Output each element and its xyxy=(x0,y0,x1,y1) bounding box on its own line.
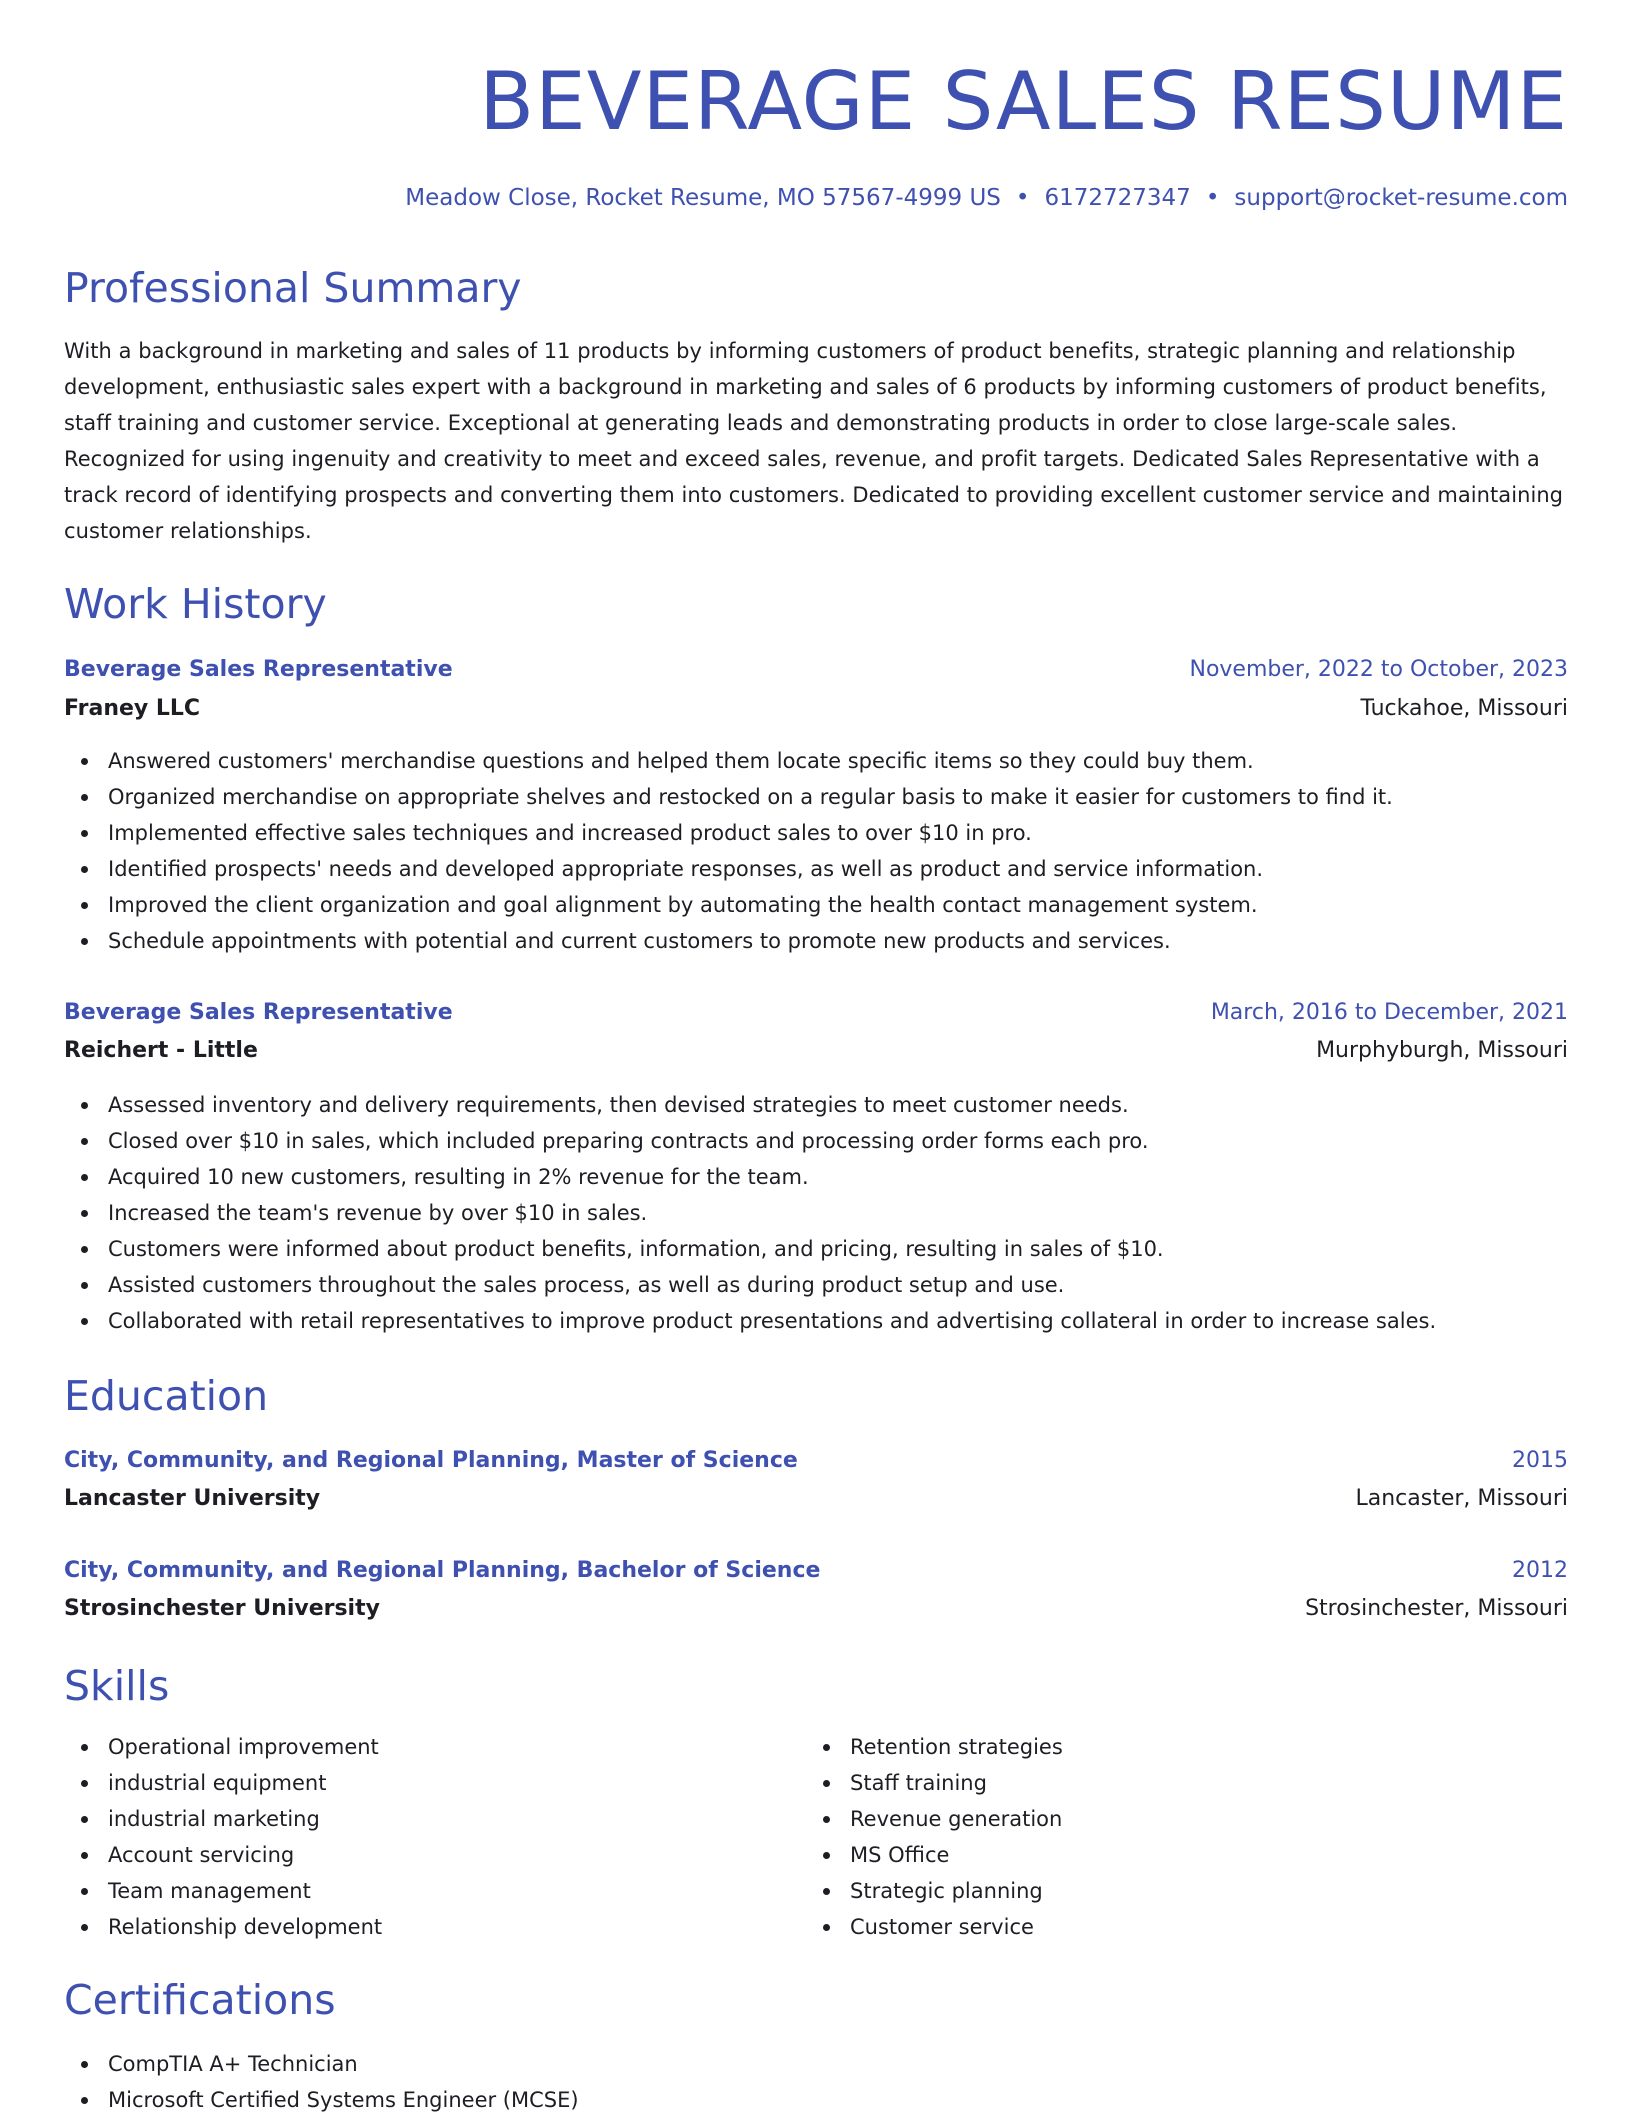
skill-item: Strategic planning xyxy=(806,1873,1063,1909)
skill-item: MS Office xyxy=(806,1837,1063,1873)
list-item: Closed over $10 in sales, which included preparing contracts and processing order forms each pro. xyxy=(64,1123,1436,1159)
resume-title: BEVERAGE SALES RESUME xyxy=(479,55,1568,148)
education-subheader xyxy=(64,1592,1568,1626)
skill-item: industrial marketing xyxy=(64,1801,382,1837)
section-title-certifications: Certifications xyxy=(64,1976,336,2024)
section-title-education: Education xyxy=(64,1372,269,1420)
job-company: Reichert - Little xyxy=(64,1038,258,1063)
skills-list-right xyxy=(806,1729,1063,1945)
education-header xyxy=(64,1554,1568,1588)
job-bullets xyxy=(64,1087,1436,1339)
list-item: Identified prospects' needs and developed appropriate responses, as well as product and service information. xyxy=(64,851,1393,887)
job-header xyxy=(64,653,1568,687)
section-title-summary: Professional Summary xyxy=(64,264,522,312)
list-item: Improved the client organization and goal alignment by automating the health contact management system. xyxy=(64,887,1393,923)
job-subheader xyxy=(64,692,1568,726)
summary-text: With a background in marketing and sales of 11 products by informing customers of product benefits, strategic planning and relationship development, enthusiastic sales expert with a background in marketing and sales of 6 products by informing customers of product benefits, staff training and customer service. Exceptional at generating leads and demonstrating products in order to close large-scale sales. Recognized for using ingenuity and creativity to meet and exceed sales, revenue, and profit targets. Dedicated Sales Representative with a track record of identifying prospects and converting them into customers. Dedicated to providing excellent customer service and maintaining customer relationships. xyxy=(64,339,1564,543)
job-dates: March, 2016 to December, 2021 xyxy=(1210,1000,1568,1025)
education-header xyxy=(64,1444,1568,1478)
list-item: Collaborated with retail representatives to improve product presentations and advertising collateral in order to increase sales. xyxy=(64,1303,1436,1339)
job-subheader xyxy=(64,1034,1568,1068)
skill-item: Customer service xyxy=(806,1909,1063,1945)
education-year: 2015 xyxy=(1512,1448,1568,1473)
skill-item: Retention strategies xyxy=(806,1729,1063,1765)
job-dates: November, 2022 to October, 2023 xyxy=(1189,657,1568,682)
education-degree: City, Community, and Regional Planning, Bachelor of Science xyxy=(64,1558,821,1583)
list-item: Assessed inventory and delivery requirements, then devised strategies to meet customer needs. xyxy=(64,1087,1436,1123)
skill-item: Team management xyxy=(64,1873,382,1909)
certifications-list xyxy=(64,2046,579,2118)
job-location: Murphyburgh, Missouri xyxy=(1316,1038,1568,1063)
skill-item: Account servicing xyxy=(64,1837,382,1873)
section-title-work-history: Work History xyxy=(64,580,327,628)
job-bullets xyxy=(64,743,1393,959)
job-location: Tuckahoe, Missouri xyxy=(1360,696,1568,721)
job-title: Beverage Sales Representative xyxy=(64,657,453,682)
list-item: Customers were informed about product benefits, information, and pricing, resulting in sales of $10. xyxy=(64,1231,1436,1267)
education-degree: City, Community, and Regional Planning, Master of Science xyxy=(64,1448,798,1473)
list-item: Assisted customers throughout the sales process, as well as during product setup and use. xyxy=(64,1267,1436,1303)
education-subheader xyxy=(64,1482,1568,1516)
section-title-skills: Skills xyxy=(64,1662,170,1710)
skill-item: industrial equipment xyxy=(64,1765,382,1801)
list-item: Organized merchandise on appropriate shelves and restocked on a regular basis to make it easier for customers to find it. xyxy=(64,779,1393,815)
contact-phone: 6172727347 xyxy=(1044,185,1191,211)
contact-separator: • xyxy=(1015,185,1030,211)
skill-item: Revenue generation xyxy=(806,1801,1063,1837)
skills-list-left xyxy=(64,1729,382,1945)
skill-item: Operational improvement xyxy=(64,1729,382,1765)
education-school: Strosinchester University xyxy=(64,1596,380,1621)
contact-address: Meadow Close, Rocket Resume, MO 57567-4999 US xyxy=(405,185,1001,211)
list-item: Acquired 10 new customers, resulting in 2% revenue for the team. xyxy=(64,1159,1436,1195)
education-location: Lancaster, Missouri xyxy=(1355,1486,1568,1511)
job-header xyxy=(64,996,1568,1030)
certification-item: Microsoft Certified Systems Engineer (MCSE) xyxy=(64,2082,579,2118)
contact-line xyxy=(405,181,1568,215)
certification-item: CompTIA A+ Technician xyxy=(64,2046,579,2082)
education-school: Lancaster University xyxy=(64,1486,321,1511)
list-item: Increased the team's revenue by over $10 in sales. xyxy=(64,1195,1436,1231)
skill-item: Relationship development xyxy=(64,1909,382,1945)
list-item: Schedule appointments with potential and current customers to promote new products and services. xyxy=(64,923,1393,959)
education-year: 2012 xyxy=(1512,1558,1568,1583)
list-item: Implemented effective sales techniques and increased product sales to over $10 in pro. xyxy=(64,815,1393,851)
contact-separator: • xyxy=(1205,185,1220,211)
skill-item: Staff training xyxy=(806,1765,1063,1801)
job-company: Franey LLC xyxy=(64,696,201,721)
contact-email[interactable]: support@rocket-resume.com xyxy=(1234,185,1568,211)
list-item: Answered customers' merchandise questions and helped them locate specific items so they could buy them. xyxy=(64,743,1393,779)
education-location: Strosinchester, Missouri xyxy=(1305,1596,1568,1621)
job-title: Beverage Sales Representative xyxy=(64,1000,453,1025)
